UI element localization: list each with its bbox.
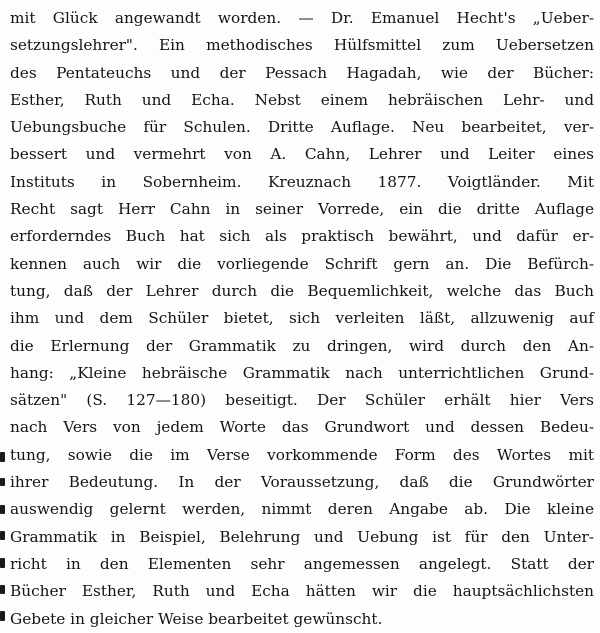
margin-mark bbox=[0, 558, 5, 568]
margin-mark bbox=[0, 505, 5, 514]
text-line: tung, daß der Lehrer durch die Bequemlichkeit, welche das Buch bbox=[10, 281, 594, 300]
text-line: mit Glück angewandt worden. — Dr. Emanuel Hecht's „Ueber- bbox=[10, 9, 594, 27]
text-line: hang: „Kleine hebräische Grammatik nach unterrichtlichen Grund- bbox=[10, 363, 594, 382]
text-line: auswendig gelernt werden, nimmt deren Angabe ab. Die kleine bbox=[10, 500, 594, 519]
text-line: erforderndes Buch hat sich als praktisch bewährt, und dafür er- bbox=[10, 227, 594, 246]
text-line: tung, sowie die im Verse vorkommende Form des Wortes mit bbox=[10, 445, 594, 464]
text-line: Esther, Ruth und Echa. Nebst einem hebräischen Lehr- und bbox=[10, 90, 594, 109]
margin-edge-marks bbox=[0, 0, 8, 631]
margin-mark bbox=[0, 478, 5, 486]
text-line: sätzen" (S. 127—180) beseitigt. Der Schüler erhält hier Vers bbox=[10, 391, 594, 410]
text-line: Bücher Esther, Ruth und Echa hätten wir die hauptsächlichsten bbox=[10, 582, 594, 601]
text-line: setzungslehrer". Ein methodisches Hülfsmittel zum Uebersetzen bbox=[10, 36, 594, 55]
text-line: die Erlernung der Grammatik zu dringen, wird durch den An- bbox=[10, 336, 594, 355]
text-line: Grammatik in Beispiel, Belehrung und Uebung ist für den Unter- bbox=[10, 527, 594, 546]
margin-mark bbox=[0, 531, 5, 540]
text-line: Recht sagt Herr Cahn in seiner Vorrede, ein die dritte Auflage bbox=[10, 200, 594, 219]
text-line: Instituts in Sobernheim. Kreuznach 1877. Voigtländer. Mit bbox=[10, 172, 594, 191]
text-line: richt in den Elementen sehr angemessen angelegt. Statt der bbox=[10, 554, 594, 573]
text-line: nach Vers von jedem Worte das Grundwort und dessen Bedeu- bbox=[10, 418, 594, 437]
margin-mark bbox=[0, 585, 5, 594]
text-line: ihm und dem Schüler bietet, sich verleiten läßt, allzuwenig auf bbox=[10, 309, 594, 328]
text-line: des Pentateuchs und der Pessach Hagadah, wie der Bücher: bbox=[10, 63, 594, 82]
text-line: kennen auch wir die vorliegende Schrift gern an. Die Befürch- bbox=[10, 254, 594, 273]
article-text bbox=[10, 5, 594, 633]
margin-mark bbox=[0, 452, 5, 462]
text-line-last: Gebete in gleicher Weise bearbeitet gewünscht. bbox=[10, 609, 383, 628]
text-line: Uebungsbuche für Schulen. Dritte Auflage. Neu bearbeitet, ver- bbox=[10, 118, 594, 137]
text-line: ihrer Bedeutung. In der Voraussetzung, daß die Grundwörter bbox=[10, 473, 594, 492]
margin-mark bbox=[0, 611, 5, 621]
text-line: bessert und vermehrt von A. Cahn, Lehrer und Leiter eines bbox=[10, 145, 594, 164]
